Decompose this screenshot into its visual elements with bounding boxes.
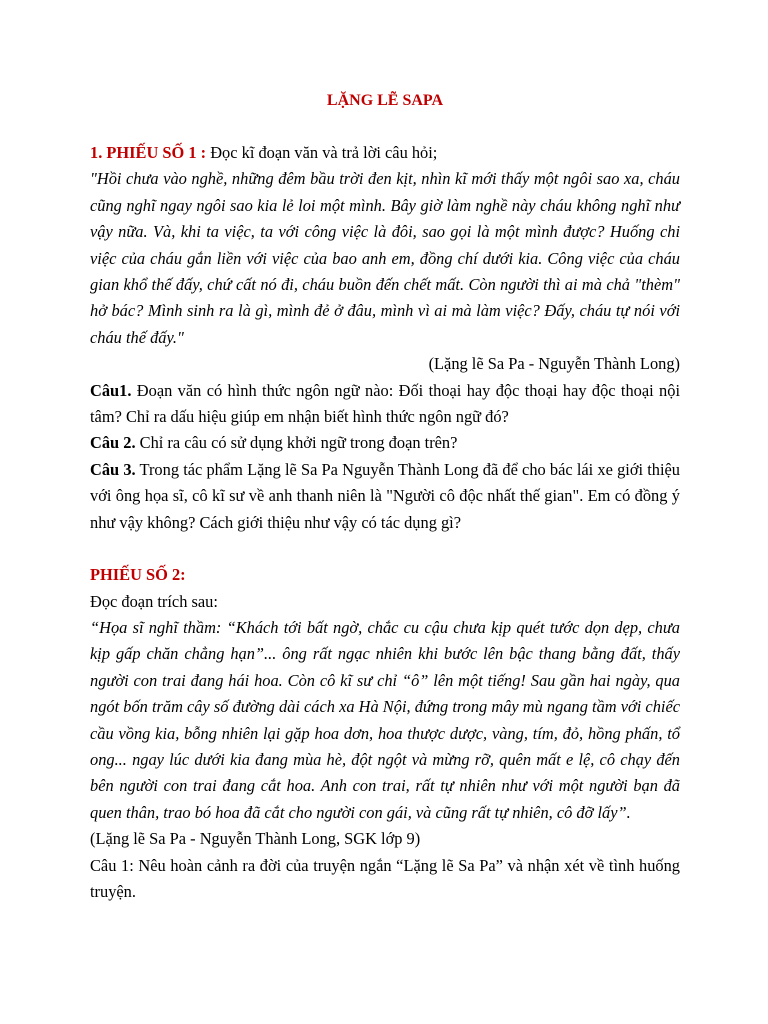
section-spacer — [90, 536, 680, 562]
section1-question-2 — [90, 430, 680, 456]
section2-heading-line — [90, 562, 680, 588]
section2-heading: PHIẾU SỐ 2: — [90, 565, 186, 585]
question-2-label: Câu 2. — [90, 433, 136, 453]
question-3-text: Trong tác phẩm Lặng lẽ Sa Pa Nguyễn Thành Long đã để cho bác lái xe giới thiệu với ông họa sĩ, cô kĩ sư về anh thanh niên là "Người cô độc nhất thế gian". Em có đồng ý như vậy không? Cách giới thiệu như vậy có tác dụng gì? — [90, 459, 681, 532]
section2-instruction: Đọc đoạn trích sau: — [90, 591, 218, 611]
section1-question-3 — [90, 457, 680, 536]
section1-question-1 — [90, 378, 680, 431]
document-page — [90, 88, 680, 905]
section1-heading: 1. PHIẾU SỐ 1 : — [90, 143, 207, 162]
section2-question-1: Câu 1: Nêu hoàn cảnh ra đời của truyện ngắn “Lặng lẽ Sa Pa” và nhận xét về tình huống truyện. — [90, 855, 680, 901]
question-2-text: Chỉ ra câu có sử dụng khởi ngữ trong đoạn trên? — [135, 433, 458, 453]
section2-passage: “Họa sĩ nghĩ thầm: “Khách tới bất ngờ, chắc cu cậu chưa kịp quét tước dọn dẹp, chưa kịp gấp chăn chẳng hạn”... ông rất ngạc nhiên khi bước lên bậc thang bằng đất, thấy người con trai đang hái hoa. Còn cô kĩ sư chỉ “ô” lên một tiếng! Sau gần hai ngày, qua ngót bốn trăm cây số đường dài cách xa Hà Nội, đứng trong mây mù ngang tầm với chiếc cầu vồng kia, bỗng nhiên lại gặp hoa dơn, hoa thược dược, vàng, tím, đỏ, hồng phấn, tổ ong... ngay lúc dưới kia đang mùa hè, đột ngột và mừng rỡ, quên mất e lệ, cô chạy đến bên người con trai đang cắt hoa. Anh con trai, rất tự nhiên như với một người bạn đã quen thân, trao bó hoa đã cắt cho người con gái, và cũng rất tự nhiên, cô đỡ lấy”. — [90, 617, 680, 822]
section1-instruction: Đọc kĩ đoạn văn và trả lời câu hỏi; — [206, 143, 438, 162]
question-1-label: Câu1. — [90, 380, 132, 400]
section1-intro — [90, 140, 680, 166]
section2-source: (Lặng lẽ Sa Pa - Nguyễn Thành Long, SGK lớp 9) — [90, 829, 421, 849]
section1-passage: "Hồi chưa vào nghề, những đêm bầu trời đen kịt, nhìn kĩ mới thấy một ngôi sao xa, cháu cũng nghĩ ngay ngôi sao kia lẻ loi một mình. Bây giờ làm nghề này cháu không nghĩ như vậy nữa. Và, khi ta việc, ta với công việc là đôi, sao gọi là một mình được? Huống chi việc của cháu gắn liền với việc của bao anh em, đồng chí dưới kia. Công việc của cháu gian khổ thế đấy, chứ cất nó đi, cháu buồn đến chết mất. Còn người thì ai mà chả "thèm" hở bác? Mình sinh ra là gì, mình đẻ ở đâu, mình vì ai mà làm việc? Đấy, cháu tự nói với cháu thế đấy." — [90, 169, 680, 347]
question-3-label: Câu 3. — [90, 459, 136, 479]
document-title: LẶNG LẼ SAPA — [326, 92, 444, 109]
section1-source: (Lặng lẽ Sa Pa - Nguyễn Thành Long) — [428, 354, 680, 374]
question-1-text: Đoạn văn có hình thức ngôn ngữ nào: Đối thoại hay độc thoại hay độc thoại nội tâm? Chỉ ra dấu hiệu giúp em nhận biết hình thức ngôn ngữ đó? — [90, 380, 680, 427]
